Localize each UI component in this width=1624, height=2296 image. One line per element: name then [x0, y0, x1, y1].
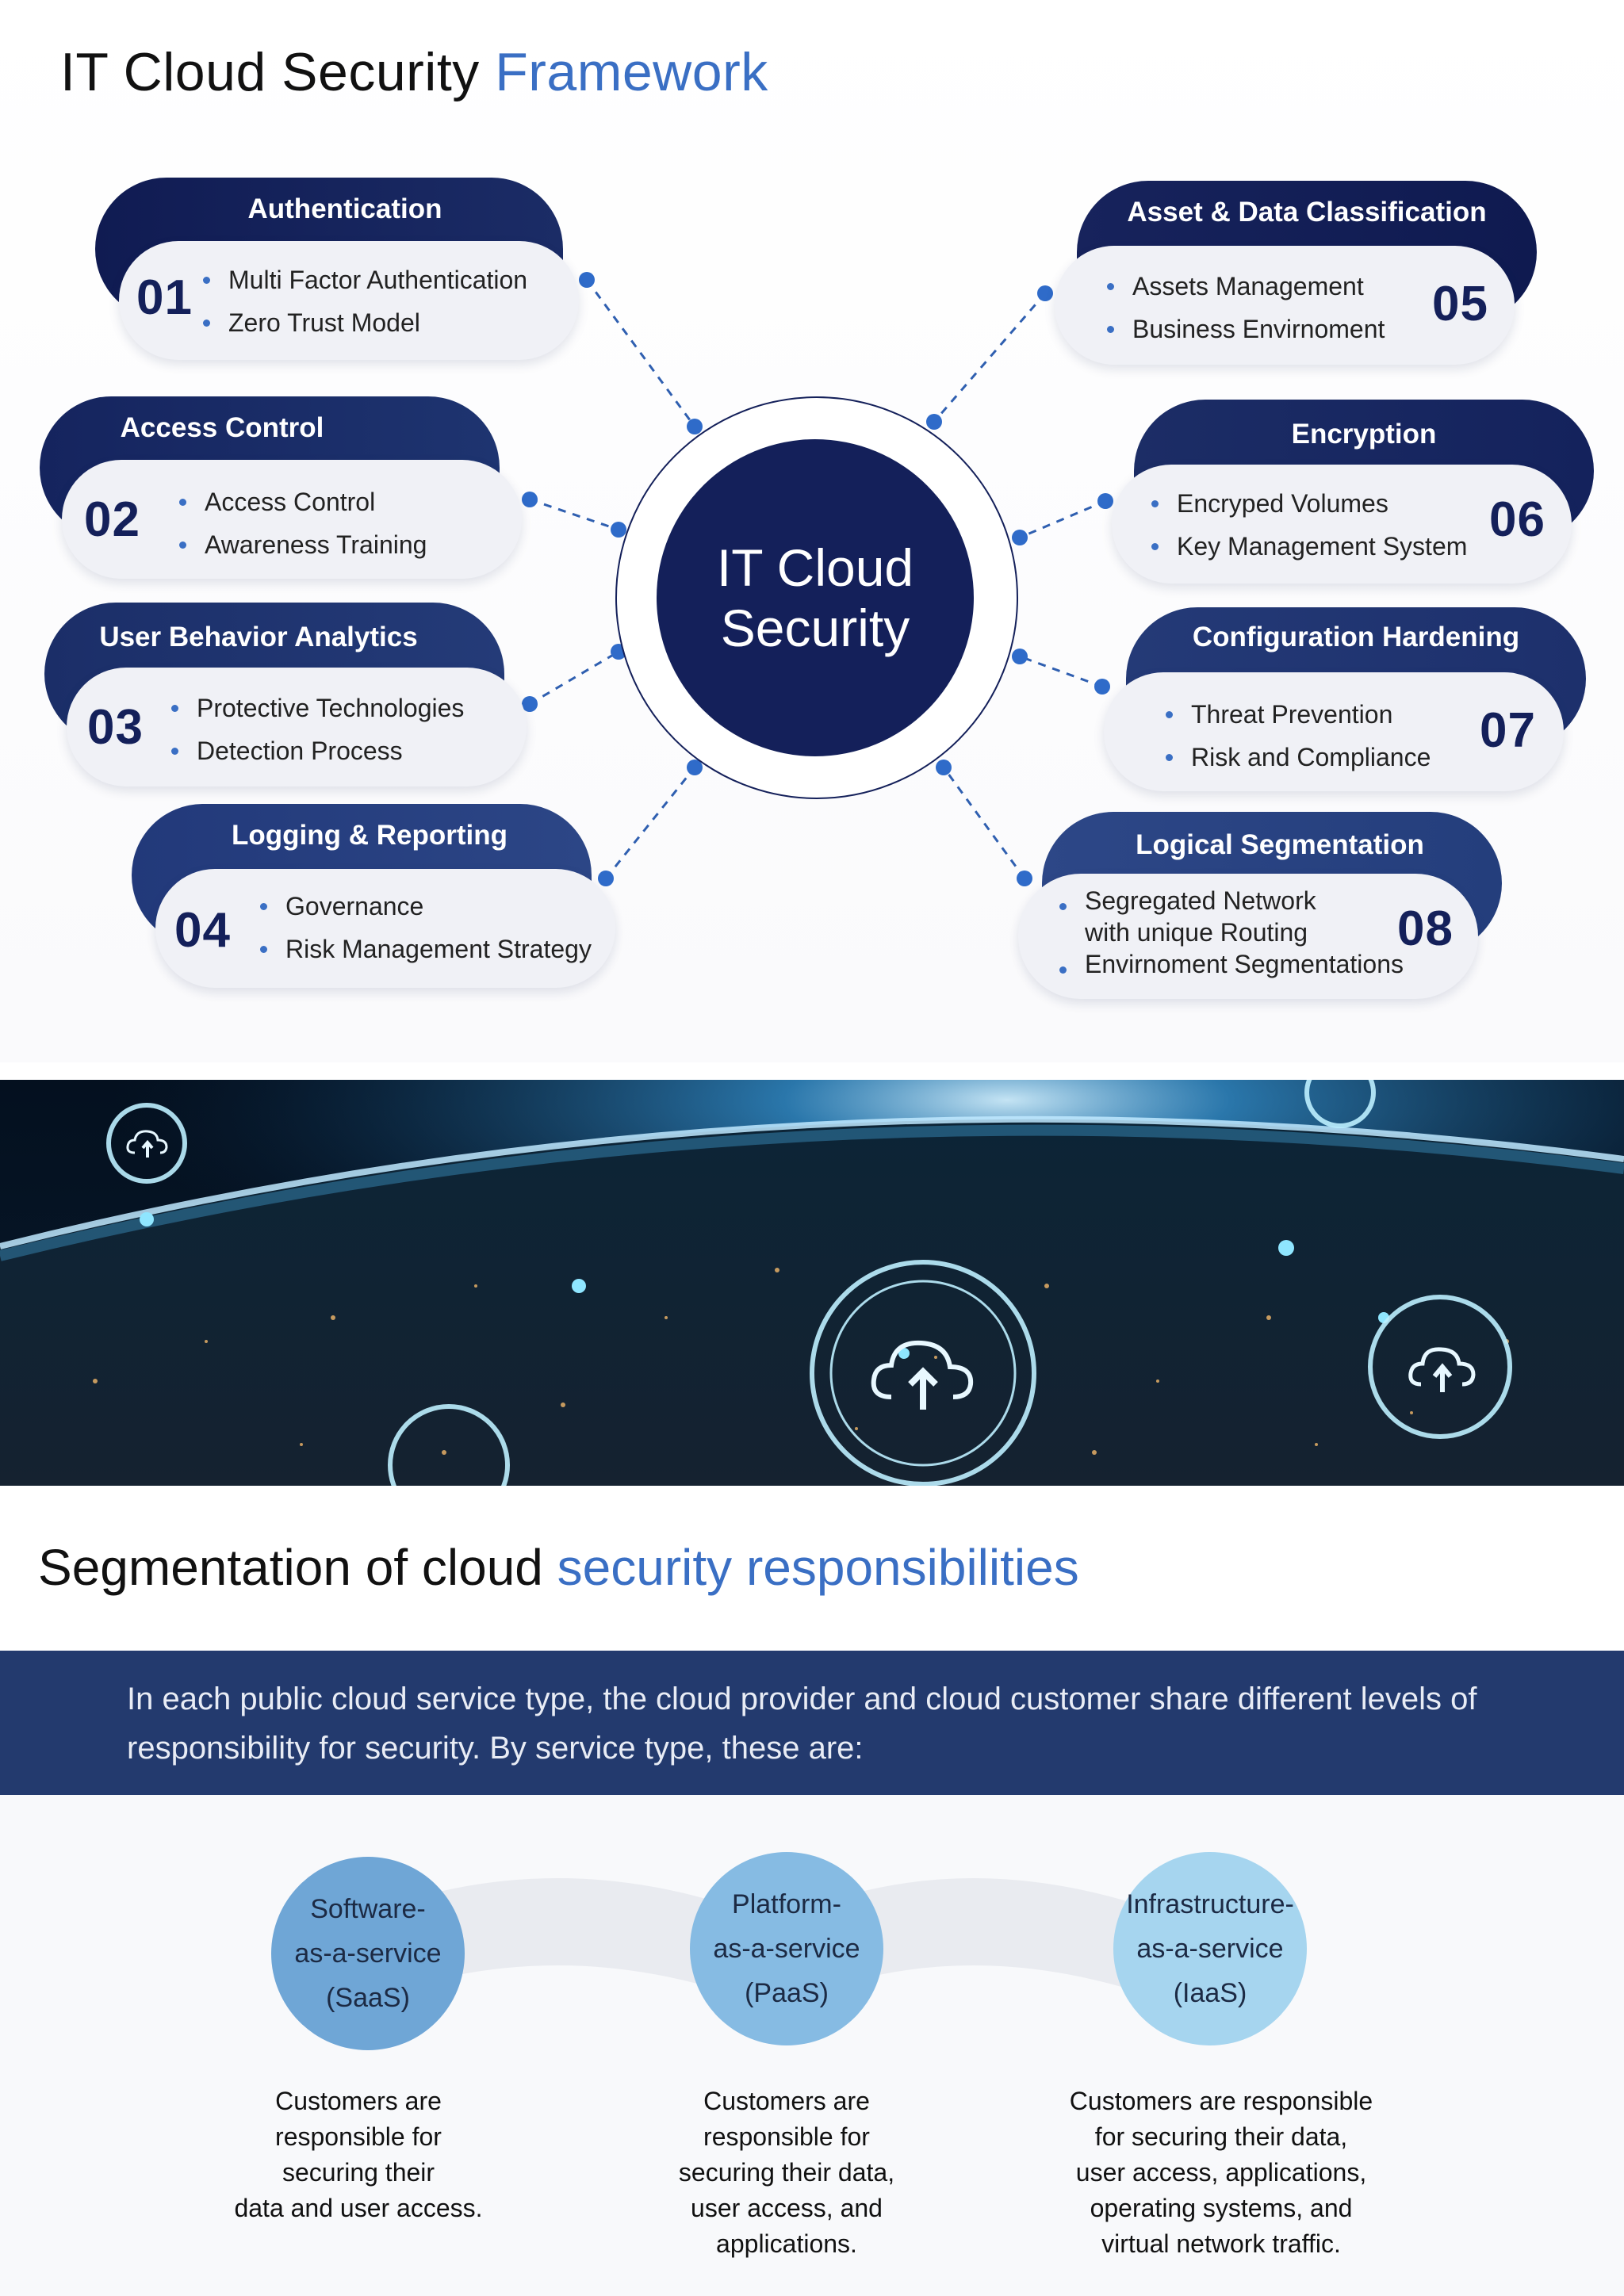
earth-network-banner: [0, 1080, 1624, 1486]
card-number: 06: [1489, 492, 1545, 547]
card-point: Awareness Training: [179, 523, 427, 566]
card-points: [1166, 693, 1431, 779]
model-abbrev: (SaaS): [326, 1983, 410, 2013]
cloud-upload-icon: [868, 1334, 979, 1413]
framework-section: [0, 0, 1624, 1062]
card-point: Assets Management: [1107, 265, 1385, 308]
card-title: Encryption: [1291, 419, 1437, 450]
segmentation-title: [38, 1538, 1079, 1597]
card-points: [260, 885, 592, 970]
card-number: 08: [1397, 901, 1454, 956]
card-point: Risk Management Strategy: [260, 928, 592, 970]
card-point-continued: with unique Routing: [1085, 918, 1308, 947]
card-title: Logical Segmentation: [1136, 829, 1424, 860]
card-point: Risk and Compliance: [1166, 736, 1431, 779]
description-line: responsible for: [275, 2122, 442, 2151]
framework-card-08: [1018, 812, 1502, 999]
model-circle-iaas: [1113, 1852, 1307, 2045]
framework-card-02: [40, 396, 523, 584]
model-name-line: as-a-service: [1136, 1934, 1284, 1964]
center-line-1: IT Cloud: [716, 538, 914, 597]
model-description-iaas: [1047, 2084, 1396, 2262]
card-point: Key Management System: [1151, 525, 1467, 568]
card-title: Access Control: [120, 412, 324, 443]
earth-network-image: [0, 1080, 1624, 1486]
description-line: user access, applications,: [1075, 2158, 1367, 2187]
description-line: operating systems, and: [1090, 2194, 1353, 2222]
card-title: Logging & Reporting: [232, 820, 508, 851]
cloud-upload-icon: [1407, 1343, 1478, 1394]
service-models: [0, 1795, 1624, 2296]
card-point: Access Control: [179, 480, 427, 523]
framework-card-01: [95, 178, 579, 365]
cloud-upload-icon: [125, 1127, 170, 1159]
card-points: [171, 687, 464, 772]
card-points: [203, 258, 527, 344]
card-number: 05: [1432, 277, 1488, 331]
model-name-line: Infrastructure-: [1126, 1889, 1294, 1919]
description-line: securing their data,: [678, 2158, 895, 2187]
framework-card-06: [1110, 400, 1594, 587]
description-line: data and user access.: [234, 2194, 483, 2222]
card-points: [179, 480, 427, 566]
card-title: User Behavior Analytics: [99, 622, 418, 652]
card-point: Governance: [260, 885, 592, 928]
card-point: Business Envirnoment: [1107, 308, 1385, 350]
model-abbrev: (IaaS): [1173, 1978, 1247, 2008]
card-points: [1107, 265, 1385, 350]
description-line: applications.: [716, 2229, 857, 2258]
segmentation-title-accent: security responsibilities: [557, 1539, 1079, 1596]
card-point: Envirnoment Segmentations: [1059, 948, 1404, 980]
segmentation-title-main: Segmentation of cloud: [38, 1539, 543, 1596]
card-point: Detection Process: [171, 729, 464, 772]
card-number: 03: [87, 700, 144, 755]
card-number: 02: [84, 492, 140, 547]
description-line: for securing their data,: [1094, 2122, 1348, 2151]
framework-title-accent: Framework: [495, 42, 768, 102]
description-line: Customers are: [703, 2087, 870, 2115]
framework-card-04: [132, 804, 615, 991]
description-line: securing their: [282, 2158, 435, 2187]
description-line: Customers are: [275, 2087, 442, 2115]
card-point: Zero Trust Model: [203, 301, 527, 344]
model-name-line: as-a-service: [294, 1938, 442, 1969]
model-circle-saas: [271, 1857, 465, 2050]
description-line: virtual network traffic.: [1101, 2229, 1341, 2258]
framework-card-05: [1053, 181, 1537, 368]
card-points: [1059, 885, 1404, 980]
card-title: Configuration Hardening: [1192, 622, 1520, 652]
card-point: Encryped Volumes: [1151, 482, 1467, 525]
center-badge: [657, 439, 974, 756]
framework-card-03: [44, 603, 528, 790]
center-line-2: Security: [720, 599, 910, 657]
description-line: user access, and: [691, 2194, 883, 2222]
card-number: 04: [174, 903, 231, 958]
card-title: Authentication: [247, 193, 442, 224]
card-number: 07: [1480, 703, 1536, 758]
model-circle-paas: [690, 1852, 883, 2045]
intro-text: In each public cloud service type, the cloud provider and cloud customer share different levels of responsibility for security. By service type, these are:: [127, 1682, 1477, 1766]
model-description-paas: [612, 2084, 961, 2262]
framework-title-main: IT Cloud Security: [60, 42, 480, 102]
model-abbrev: (PaaS): [745, 1978, 829, 2008]
card-points: [1151, 482, 1467, 568]
framework-card-07: [1102, 607, 1586, 794]
card-point: Multi Factor Authentication: [203, 258, 527, 301]
card-title: Asset & Data Classification: [1127, 197, 1487, 228]
description-line: responsible for: [703, 2122, 870, 2151]
card-point: Threat Prevention: [1166, 693, 1431, 736]
card-point: Segregated Network: [1059, 885, 1404, 916]
card-number: 01: [136, 270, 193, 325]
model-name-line: Platform-: [732, 1889, 841, 1919]
model-description-saas: [184, 2084, 533, 2226]
description-line: Customers are responsible: [1069, 2087, 1373, 2115]
model-name-line: Software-: [310, 1894, 426, 1924]
model-name-line: as-a-service: [713, 1934, 860, 1964]
card-point: Protective Technologies: [171, 687, 464, 729]
